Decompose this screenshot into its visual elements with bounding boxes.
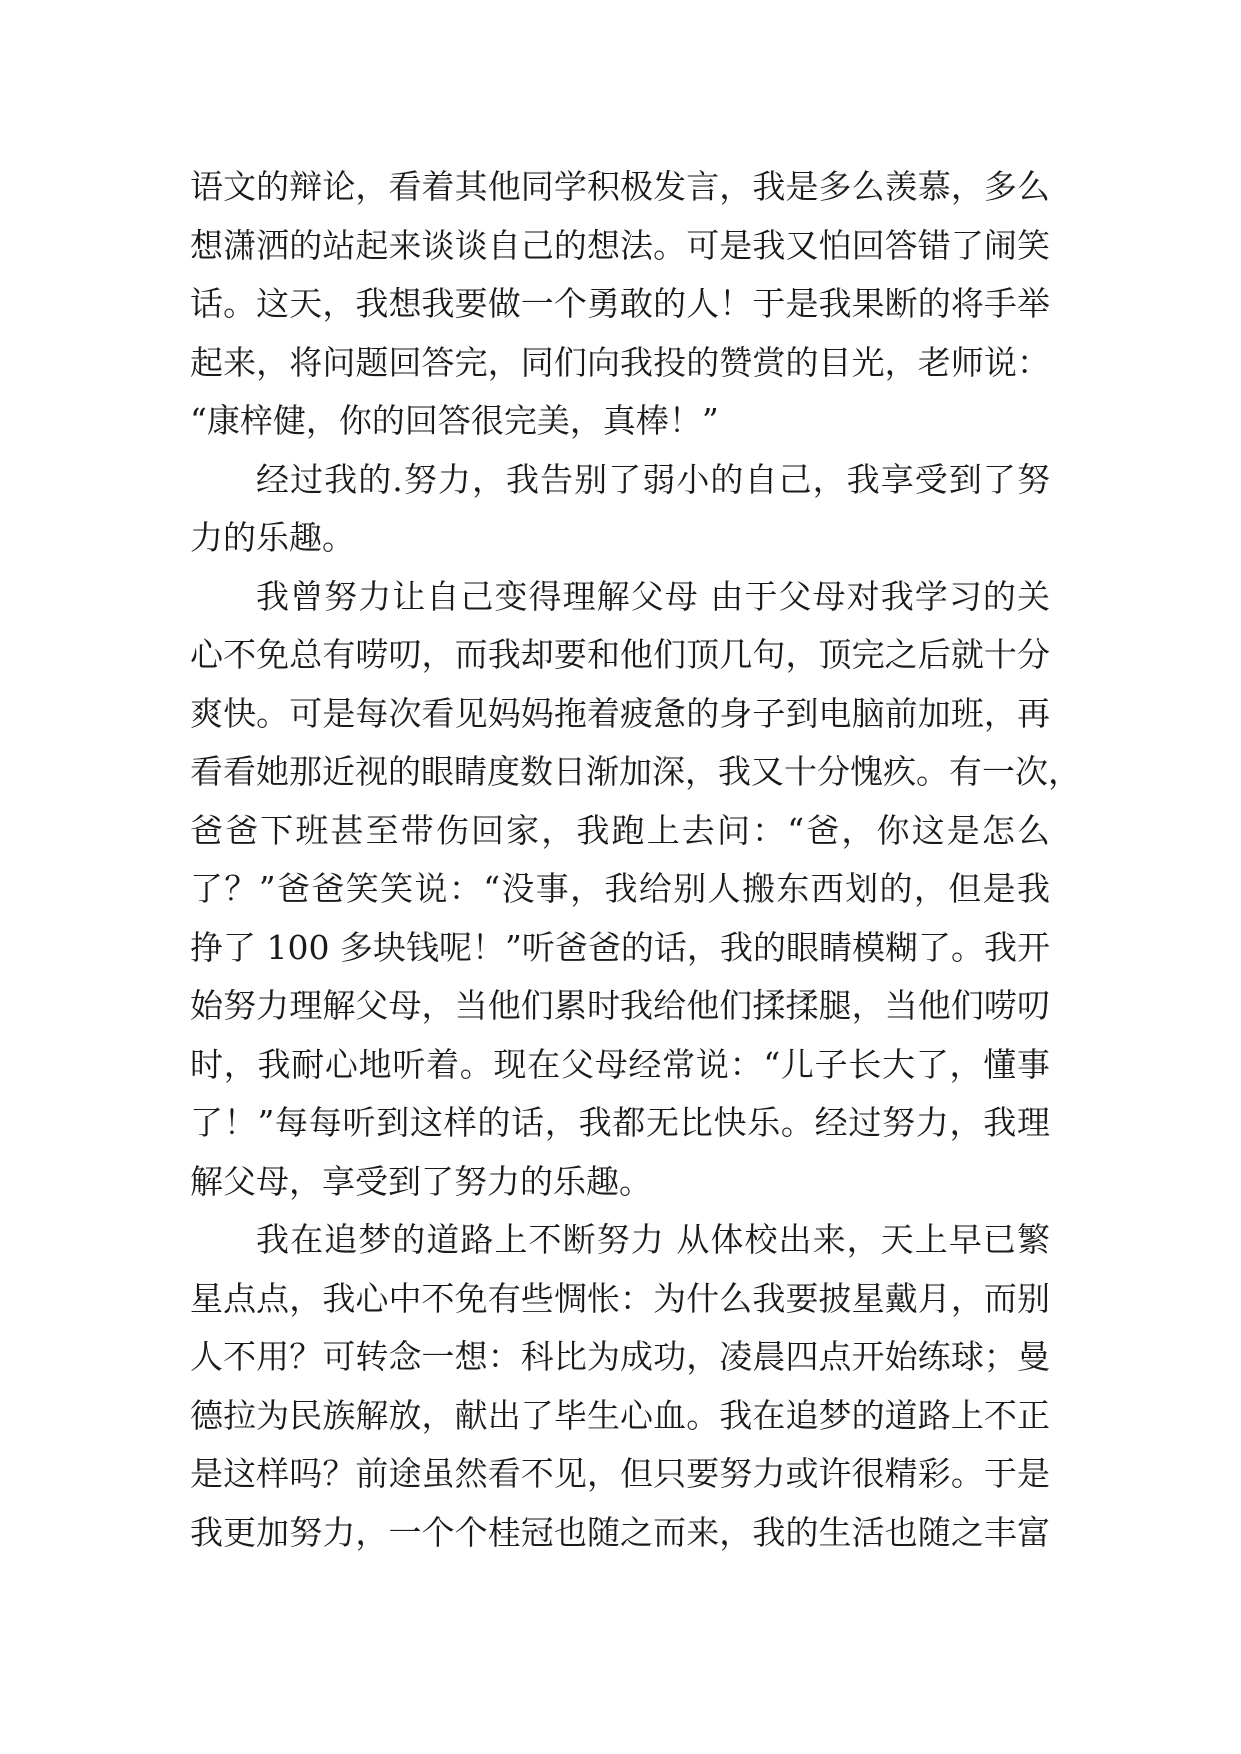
text-line: 爸爸下班甚至带伤回家，我跑上去问：“爸，你这是怎么 (190, 810, 1050, 850)
text-line: 看看她那近视的眼睛度数日渐加深，我又十分愧疚。有一次， (190, 752, 1081, 791)
text-line: 德拉为民族解放，献出了毕生心血。我在追梦的道路上不正 (190, 1395, 1050, 1435)
text-line: 人不用？可转念一想：科比为成功，凌晨四点开始练球；曼 (190, 1337, 1050, 1376)
text-line: 心不免总有唠叨，而我却要和他们顶几句，顶完之后就十分 (190, 635, 1050, 674)
text-line: 力的乐趣。 (190, 518, 355, 557)
text-line: 是这样吗？前途虽然看不见，但只要努力或许很精彩。于是 (190, 1454, 1050, 1493)
paragraph-start-line: 经过我的.努力，我告别了弱小的自己，我享受到了努 (256, 459, 1050, 499)
text-line: 了！”每每听到这样的话，我都无比快乐。经过努力，我理 (190, 1103, 1050, 1142)
text-line: 始努力理解父母，当他们累时我给他们揉揉腿，当他们唠叨 (190, 986, 1050, 1025)
text-line: 想潇洒的站起来谈谈自己的想法。可是我又怕回答错了闹笑 (190, 225, 1050, 265)
text-line: 我更加努力，一个个桂冠也随之而来，我的生活也随之丰富 (190, 1512, 1050, 1552)
text-line: 话。这天，我想我要做一个勇敢的人！于是我果断的将手举 (190, 284, 1050, 323)
text-line: 起来，将问题回答完，同们向我投的赞赏的目光，老师说： (190, 342, 1050, 382)
paragraph-start-line: 我曾努力让自己变得理解父母 由于父母对我学习的关 (256, 576, 1050, 616)
text-line: 解父母，享受到了努力的乐趣。 (190, 1161, 652, 1201)
essay-body (190, 158, 1081, 1562)
text-line: 挣了 100 多块钱呢！”听爸爸的话，我的眼睛模糊了。我开 (190, 927, 1050, 967)
text-line: “康梓健，你的回答很完美，真棒！” (190, 401, 719, 440)
text-line: 爽快。可是每次看见妈妈拖着疲惫的身子到电脑前加班，再 (190, 693, 1050, 733)
text-line: 语文的辩论，看着其他同学积极发言，我是多么羡慕，多么 (190, 167, 1050, 206)
text-line: 星点点，我心中不免有些惆怅：为什么我要披星戴月，而别 (190, 1278, 1050, 1318)
paragraph-start-line: 我在追梦的道路上不断努力 从体校出来，天上早已繁 (256, 1220, 1050, 1259)
text-line: 时，我耐心地听着。现在父母经常说：“儿子长大了，懂事 (190, 1044, 1050, 1084)
text-line: 了？”爸爸笑笑说：“没事，我给别人搬东西划的，但是我 (190, 869, 1050, 908)
